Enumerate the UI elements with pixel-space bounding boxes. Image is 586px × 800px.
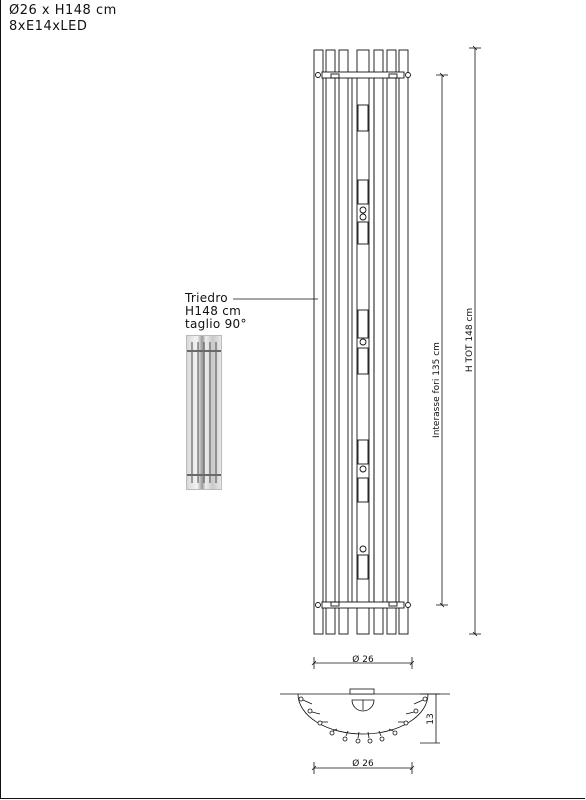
front-elevation [314,50,411,634]
glass-rod [314,50,323,634]
glass-rod [399,50,408,634]
finish-cut: taglio 90° [185,317,247,331]
spec-lamps: 8xE14xLED [9,19,88,34]
dim-interasse [436,73,448,607]
plan-view [280,689,450,743]
finish-name: Triedro [185,291,228,305]
glass-rod [339,50,348,634]
finish-height: H148 cm [185,304,242,318]
glass-rod [374,50,383,634]
dim-height-label: H TOT 148 cm [465,307,475,373]
dim-interasse-label: Interasse fori 135 cm [432,342,442,438]
dim-depth-label: 13 [426,713,436,725]
glass-rod [387,50,396,634]
dim-diameter-front-label: Ø 26 [352,655,374,665]
lamp-group [358,105,368,579]
glass-rod [326,50,335,634]
dim-diameter-plan-label: Ø 26 [352,759,374,769]
spec-dimensions: Ø26 x H148 cm [9,3,117,18]
